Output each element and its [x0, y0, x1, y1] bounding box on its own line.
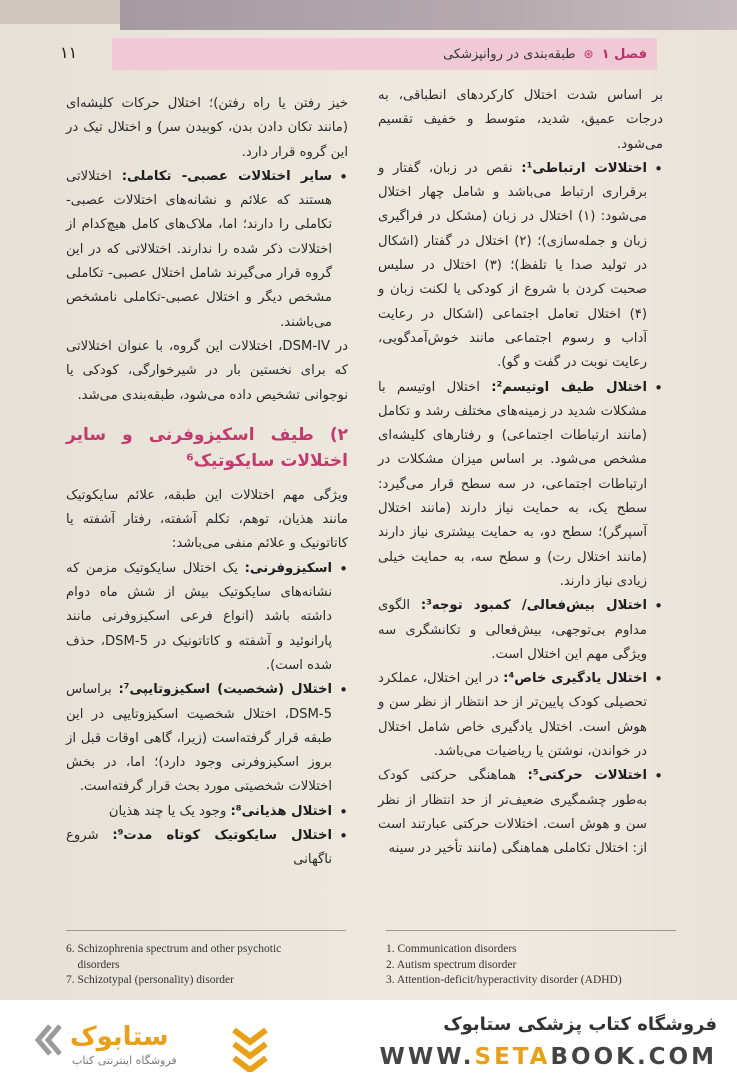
url-prefix: WWW.	[379, 1044, 475, 1070]
chapter-title: طبقه‌بندی در روانپزشکی	[443, 46, 576, 62]
bullet-paragraph	[66, 557, 348, 678]
bullet-term: اختلالات ارتباطی¹:	[521, 160, 647, 176]
paragraph	[66, 484, 348, 557]
bullet-term: اختلال هذیانی⁸:	[230, 803, 332, 819]
bullet-paragraph	[378, 594, 663, 667]
chapter-label: فصل ۱	[601, 46, 647, 62]
bullet-paragraph	[378, 157, 663, 376]
paragraph-text: نقص در زبان، گفتار و برقراری ارتباط می‌باشد و شامل چهار اختلال می‌شود: (۱) اختلال در زبان (مشکل در فراگیری زبان و جمله‌سازی)؛ (۲) اختلال در گفتار (اشکال در تولید صدا یا تلفظ)؛ (۳) اختلال در سلیس صحبت کردن با شروع از کودکی یا لکنت زبان و (۴) اختلال تعامل اجتماعی (اشکال در رعایت آداب و رسوم اجتماعی مانند خوش‌آمدگویی، رعایت نوبت در گفت و گو).	[378, 160, 647, 371]
running-header	[112, 38, 657, 70]
paragraph-text: براساس DSM-5، اختلال شخصیت اسکیزوتایپی در این طبقه قرار گرفته‌است (زیرا، گاهی اوقات قبل از بروز اسکیزوفرنی وجود دارد)؛ اما، در بخش اختلالات شخصیتی مورد بحث قرار گرفته‌است.	[66, 682, 332, 795]
footnote-line: 3. Attention-deficit/hyperactivity disorder (ADHD)	[386, 974, 622, 986]
paragraph-text: اختلالاتی هستند که علائم و نشانه‌های اختلالات عصبی- تکاملی را دارند؛ اما، ملاک‌های کامل هیچ‌کدام از اختلالات ذکر شده را ندارند. اختلالاتی که در این گروه قرار می‌گیرند شامل اختلال عصبی- تکاملی مشخص دیگر و اختلال عصبی-تکاملی نامشخص می‌باشند.	[66, 168, 332, 330]
bullet-paragraph	[378, 667, 663, 764]
footnote-line: 1. Communication disorders	[386, 943, 517, 955]
chapter-top-band	[120, 0, 737, 30]
logo-subtitle: فروشگاه اینترنتی کتاب	[72, 1054, 177, 1067]
section-heading: ۲) طیف اسکیزوفرنی و سایر اختلالات سایکوتیک⁶	[66, 424, 348, 471]
url-suffix: BOOK.COM	[550, 1044, 717, 1070]
bullet-paragraph	[66, 824, 348, 873]
paragraph-text: در این اختلال، عملکرد تحصیلی کودک پایین‌تر از حد انتظار از نظر سن و هوش است. اختلال یادگیری خاص شامل اختلال در خواندن، نوشتن یا ریاضیات می‌باشد.	[378, 671, 647, 760]
footnote-line: disorders	[66, 958, 120, 971]
footnote-line: 7. Schizotypal (personality) disorder	[66, 974, 234, 986]
store-url[interactable]	[380, 1044, 717, 1070]
bullet-term: اسکیزوفرنی:	[244, 560, 332, 576]
page-top-shadow	[0, 0, 120, 24]
paragraph-text: الگوی مداوم بی‌توجهی، بیش‌فعالی و تکانشگری سه ویژگی مهم این اختلال است.	[378, 598, 647, 662]
bullet-paragraph	[378, 376, 663, 595]
right-text-column	[378, 84, 663, 862]
bullet-paragraph	[378, 764, 663, 861]
bullet-term: اختلال طیف اوتیسم²:	[491, 379, 647, 395]
paragraph-text: در DSM-IV، اختلالات این گروه، با عنوان اختلالاتی که برای نخستین بار در شیرخوارگی، کودکی یا نوجوانی تشخیص داده می‌شود، طبقه‌بندی می‌شد.	[66, 338, 348, 403]
paragraph-text: هماهنگی حرکتی کودک به‌طور چشمگیری ضعیف‌تر از حد انتظار از نظر سن و هوش است. اختلالات حرکتی عبارتند است از: اختلال تکاملی هماهنگی (مانند تأخیر در سینه	[378, 768, 647, 857]
footnote-line: 6. Schizophrenia spectrum and other psychotic	[66, 943, 282, 955]
bullet-term: اختلال بیش‌فعالی/ کمبود توجه³:	[420, 598, 648, 614]
footnote-line: 2. Autism spectrum disorder	[386, 958, 517, 971]
bullet-term: اختلال یادگیری خاص⁴:	[503, 671, 647, 687]
paragraph-text: بر اساس شدت اختلال کارکردهای انطباقی، به درجات عمیق، شدید، متوسط و خفیف تقسیم می‌شود.	[378, 88, 663, 152]
paragraph	[66, 335, 348, 408]
logo-text: ستابوک	[70, 1022, 169, 1052]
paragraph	[378, 84, 663, 157]
bullet-term: اختلالات حرکتی⁵:	[527, 768, 648, 784]
paragraph-text: خیز رفتن یا راه رفتن)؛ اختلال حرکات کلیشه‌ای (مانند تکان دادن بدن، کوبیدن سر) و اختلال تیک در این گروه قرار دارد.	[66, 96, 348, 160]
bullet-paragraph	[66, 800, 348, 824]
left-text-column	[66, 92, 348, 873]
paragraph-text: شروع ناگهانی	[66, 828, 332, 868]
bullet-term: سایر اختلالات عصبی- تکاملی:	[121, 168, 333, 184]
paragraph-text: وجود یک یا چند هذیان	[108, 803, 231, 819]
bullet-paragraph	[66, 165, 348, 335]
store-name: فروشگاه کتاب پزشکی ستابوک	[443, 1014, 717, 1035]
paragraph-text: اختلال اوتیسم با مشکلات شدید در زمینه‌های مختلف رشد و تکامل (مانند ارتباطات اجتماعی) و رفتارهای کلیشه‌ای مشخص می‌شود. بر اساس میزان مشکلات در ارتباطات اجتماعی، در سه سطح قرار می‌گیرد: سطح یک، به حمایت نیاز دارند (مانند اختلال آسپرگر)؛ سطح دو، به حمایت بیشتری نیاز دارند (مانند اختلال رت) و سطح سه، به حمایت خیلی زیادی نیاز دارند.	[378, 379, 647, 589]
store-banner	[0, 1000, 737, 1080]
bullet-paragraph	[66, 678, 348, 799]
footnote-rule-left	[66, 930, 346, 931]
store-logo[interactable]	[30, 1010, 250, 1070]
logo-quote-icon	[30, 1020, 66, 1060]
url-accent: SETA	[474, 1044, 551, 1070]
paragraph	[66, 92, 348, 165]
bullet-term: اختلال (شخصیت) اسکیزوتایپی⁷:	[118, 682, 333, 698]
footnotes-right	[386, 942, 686, 989]
paragraph-text: یک اختلال سایکوتیک مزمن که نشانه‌های سایکوتیک بیش از شش ماه دوام داشته باشد (انواع فرعی اسکیزوفرنی مانند پارانوئید و آشفته و کاتاتونیک در DSM-5، حذف شده است).	[66, 560, 332, 673]
footnote-rule-right	[386, 930, 676, 931]
logo-chevron-icon	[230, 1022, 270, 1072]
page-number: ۱۱	[60, 43, 78, 62]
header-separator-icon: ⊛	[583, 47, 594, 61]
footnotes-left	[66, 942, 356, 989]
bullet-term: اختلال سایکوتیک کوتاه مدت⁹:	[112, 828, 332, 844]
paragraph-text: ویژگی مهم اختلالات این طبقه، علائم سایکوتیک مانند هذیان، توهم، تکلم آشفته، رفتار آشفته یا کاتاتونیک و علائم منفی می‌باشد:	[66, 487, 348, 552]
